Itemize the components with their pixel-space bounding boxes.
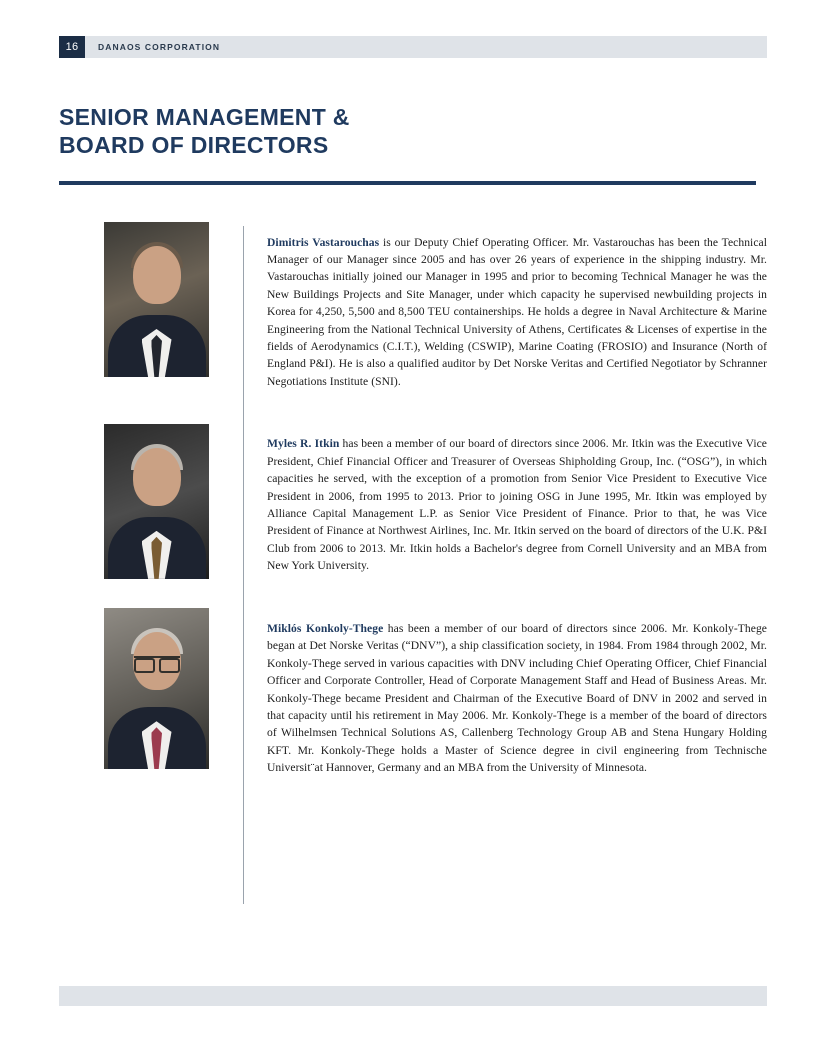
bio-name: Myles R. Itkin: [267, 437, 340, 451]
bio-body: is our Deputy Chief Operating Officer. Mr. Vastarouchas has been the Technical Manager of our Manager since 2005 and has over 26 years of experience in the shipping industry. Mr. Vastarouchas initially joined our Manager in 1995 and prior to becoming Technical Manager he was the New Buildings Projects and Site Manager, under which capacity he supervised newbuilding projects in Korea for 4,250, 5,500 and 8,500 TEU containerships. He holds a degree in Naval Architecture & Marine Engineering from the National Technical University of Athens, Certificates & Licenses of expertise in the fields of Aerodynamics (C.I.T.), Welding (CSWIP), Marine Coating (FROSIO) and Insurance (North of England P&I). He is also a qualified auditor by Det Norske Veritas and Certified Negotiator by Schranner Negotiations Institute (SNI).: [267, 235, 767, 388]
page-header: [59, 36, 767, 58]
glasses-icon: [134, 656, 180, 669]
bio-paragraph: [267, 435, 767, 574]
portrait-myles-r-itkin: [104, 424, 209, 579]
bio-paragraph: [267, 234, 767, 391]
page-title: [59, 103, 767, 159]
page-title-line-1: SENIOR MANAGEMENT &: [59, 104, 350, 130]
company-name: DANAOS CORPORATION: [98, 42, 221, 52]
page-title-line-2: BOARD OF DIRECTORS: [59, 132, 329, 158]
title-divider-rule: [59, 181, 756, 185]
header-bar: [85, 36, 767, 58]
portrait-dimitris-vastarouchas: [104, 222, 209, 377]
photo-column: [59, 424, 245, 586]
bio-entry: [59, 424, 767, 586]
bios-container: [59, 222, 767, 810]
bio-body: has been a member of our board of directors since 2006. Mr. Itkin was the Executive Vice President, Chief Financial Officer and Treasurer of Overseas Shipholding Group, Inc. (“OSG”), in which capacities he served, with the exception of a promotion from Senior Vice President to Executive Vice President in 2006, from 1995 to 2013. Prior to joining OSG in June 1995, Mr. Itkin was employed by Alliance Capital Management L.P. as Senior Vice President of Finance. Prior to that, he was Vice President of Finance at Northwest Airlines, Inc. Mr. Itkin served on the board of directors of the U.K. P&I Club from 2006 to 2013. Mr. Itkin holds a Bachelor's degree from Cornell University and an MBA from New York University.: [267, 437, 767, 573]
bio-paragraph: [267, 620, 767, 777]
text-column: [245, 222, 767, 402]
bio-entry: [59, 608, 767, 788]
portrait-miklos-konkoly-thege: [104, 608, 209, 769]
bio-name: Miklós Konkoly-Thege: [267, 621, 384, 635]
bio-entry: [59, 222, 767, 402]
bio-name: Dimitris Vastarouchas: [267, 235, 380, 249]
page-number-badge: 16: [59, 36, 85, 58]
photo-column: [59, 222, 245, 402]
photo-column: [59, 608, 245, 788]
text-column: [245, 424, 767, 586]
bio-body: has been a member of our board of directors since 2006. Mr. Konkoly-Thege began at Det Norske Veritas (“DNV”), a ship classification society, in 1984. From 1984 through 2002, Mr. Konkoly-Thege served in various capacities with DNV including Chief Operating Officer, Chief Financial Officer and Corporate Controller, Head of Corporate Management Staff and Head of Business Areas. Mr. Konkoly-Thege became President and Chairman of the Executive Board of DNV in 2002 and served in that capacity until his retirement in May 2006. Mr. Konkoly-Thege is a member of the board of directors of Wilhelmsen Technical Solutions AS, Callenberg Technology Group AB and Stena Hungary Holding KFT. Mr. Konkoly-Thege holds a Master of Science degree in civil engineering from Technische Universit¨at Hannover, Germany and an MBA from the University of Minnesota.: [267, 621, 767, 775]
text-column: [245, 608, 767, 788]
footer-bar: [59, 986, 767, 1006]
